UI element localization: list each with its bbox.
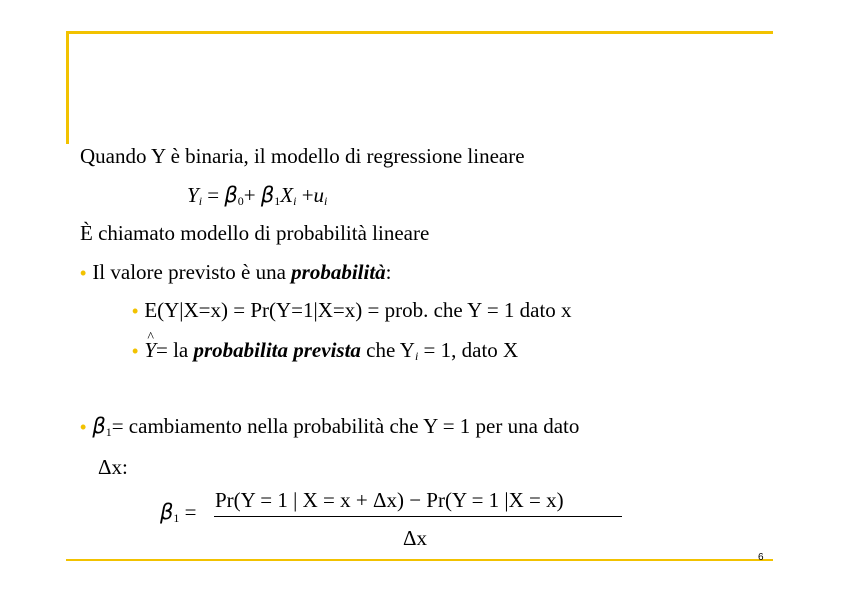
bullet-beta1: • $\beta_1=$ cambiamento nella probabilità che Y = 1 per una dato	[80, 414, 580, 439]
colon-text: :	[385, 260, 392, 284]
predicted-text-d: = 1, dato X	[418, 338, 519, 362]
predicted-text-c: che Y	[360, 338, 415, 362]
frame-bottom-rule	[66, 559, 773, 561]
bullet-predicted-value	[80, 259, 392, 286]
emphasis-probabilita: probabilità	[291, 260, 386, 284]
y-hat-symbol: Y ^	[144, 337, 156, 363]
regression-equation: $Y_i = \beta_0+ \beta_1X_i +u_i$	[187, 183, 328, 208]
fraction-bar	[214, 516, 622, 517]
page-number: 6	[758, 552, 764, 563]
beta1-label: $\beta_1$ =	[160, 500, 197, 525]
bullet-icon: •	[80, 263, 87, 283]
expectation-text: E(Y|X=x) = Pr(Y=1|X=x) = prob. che Y = 1 dato x	[144, 298, 572, 322]
bullet-icon: •	[132, 341, 139, 361]
bullet-icon: •	[132, 301, 139, 321]
fraction-numerator: Pr(Y = 1 | X = x + Δx) − Pr(Y = 1 |X = x)	[215, 488, 564, 512]
bullet-text: Il valore previsto è una	[92, 260, 292, 284]
delta-x-text: Δx:	[98, 455, 128, 479]
fraction-denominator: Δx	[403, 526, 428, 550]
predicted-text-a: = la	[156, 338, 194, 362]
sub-bullet-predicted-prob: • Y ^= la probabilita prevista che $Y_i = 1$, dato X	[132, 337, 518, 369]
intro-text: Quando Y è binaria, il modello di regressione lineare	[80, 144, 525, 168]
sub-bullet-expectation	[132, 297, 572, 324]
lpm-text: È chiamato modello di probabilità lineare	[80, 221, 430, 245]
emphasis-probabilita-prevista: probabilita prevista	[193, 338, 361, 362]
frame-top-rule	[66, 31, 773, 34]
bullet-icon: •	[80, 417, 87, 437]
beta1-text: = cambiamento nella probabilità che Y = 1 per una dato	[111, 414, 580, 438]
frame-left-rule	[66, 31, 69, 144]
